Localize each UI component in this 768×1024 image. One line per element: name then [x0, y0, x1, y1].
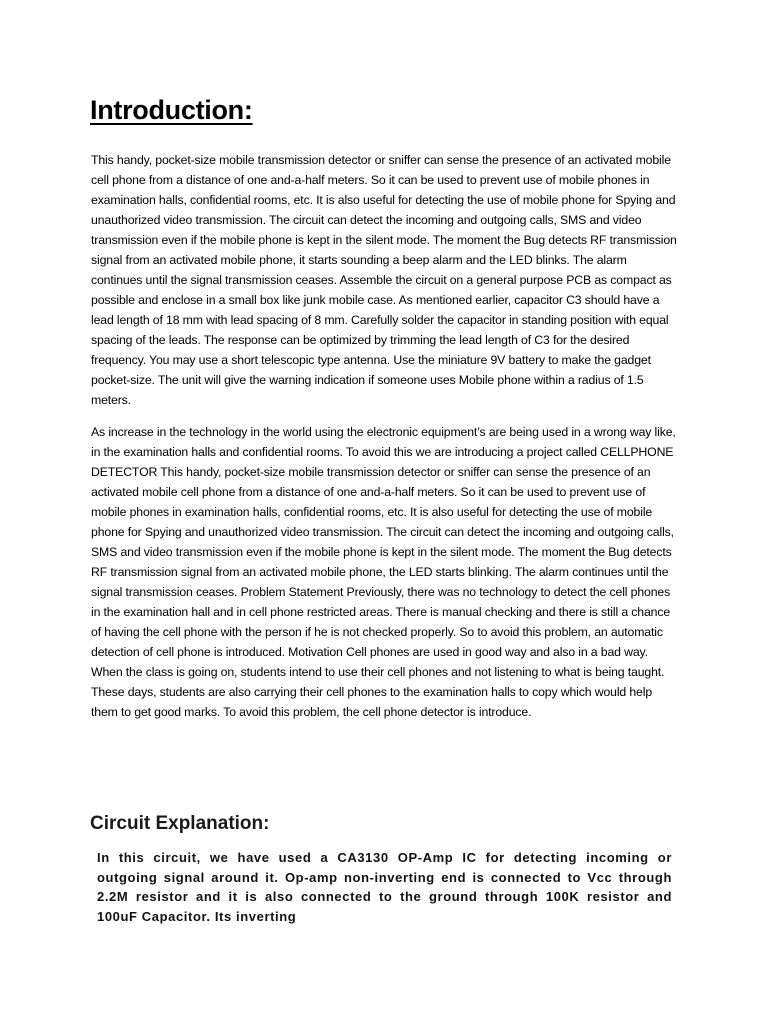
circuit-explanation-paragraph: In this circuit, we have used a CA3130 OP-Amp IC for detecting incoming or outgoing signal around it. Op-amp non-inverting end is connected to Vcc through 2.2M resistor and it is also connected to the ground through 100K resistor and 100uF Capacitor. Its inverting — [97, 850, 672, 924]
introduction-paragraph-2: As increase in the technology in the world using the electronic equipment’s are being used in a wrong way like, in the examination halls and confidential rooms. To avoid this we are introducing a project called CELLPHONE DETECTOR This handy, pocket-size mobile transmission detector or sniffer can sense the presence of an activated mobile cell phone from a distance of one and-a-half meters. So it can be used to prevent use of mobile phones in examination halls, confidential rooms, etc. It is also useful for detecting the use of mobile phone for Spying and unauthorized video transmission. The circuit can detect the incoming and outgoing calls, SMS and video transmission even if the mobile phone is kept in the silent mode. The moment the Bug detects RF transmission signal from an activated mobile phone, the LED starts blinking. The alarm continues until the signal transmission ceases. Problem Statement Previously, there was no technology to detect the cell phones in the examination hall and in cell phone restricted areas. There is manual checking and there is still a chance of having the cell phone with the person if he is not checked properly. So to avoid this problem, an automatic detection of cell phone is introduced. Motivation Cell phones are used in good way and also in a bad way. When the class is going on, students intend to use their cell phones and not listening to what is being taught. These days, students are also carrying their cell phones to the examination halls to copy which would help them to get good marks. To avoid this problem, the cell phone detector is introduce. — [91, 425, 676, 719]
introduction-heading: Introduction: — [90, 95, 253, 125]
introduction-paragraph-1: This handy, pocket-size mobile transmission detector or sniffer can sense the presence of an activated mobile cell phone from a distance of one and-a-half meters. So it can be used to prevent use of mobile phones in examination halls, confidential rooms, etc. It is also useful for detecting the use of mobile phone for Spying and unauthorized video transmission. The circuit can detect the incoming and outgoing calls, SMS and video transmission even if the mobile phone is kept in the silent mode. The moment the Bug detects RF transmission signal from an activated mobile phone, it starts sounding a beep alarm and the LED blinks. The alarm continues until the signal transmission ceases. Assemble the circuit on a general purpose PCB as compact as possible and enclose in a small box like junk mobile case. As mentioned earlier, capacitor C3 should have a lead length of 18 mm with lead spacing of 8 mm. Carefully solder the capacitor in standing position with equal spacing of the leads. The response can be optimized by trimming the lead length of C3 for the desired frequency. You may use a short telescopic type antenna. Use the miniature 9V battery to make the gadget pocket-size. The unit will give the warning indication if someone uses Mobile phone within a radius of 1.5 meters. — [91, 153, 677, 407]
circuit-explanation-heading: Circuit Explanation: — [90, 813, 270, 834]
